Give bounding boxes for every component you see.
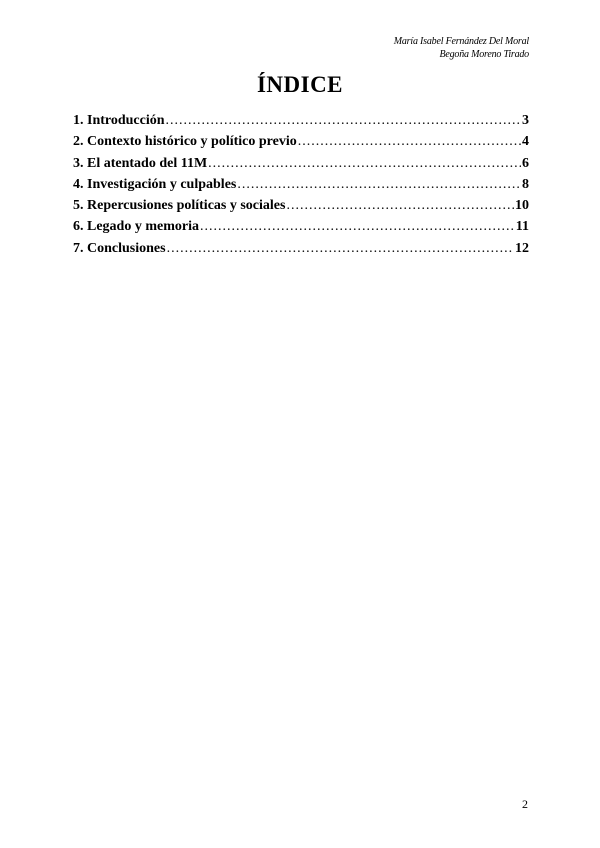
toc-entry-contexto[interactable]: [73, 134, 529, 155]
toc-entry-atentado[interactable]: [73, 156, 529, 177]
toc-dot-leader: [200, 219, 515, 235]
toc-entry-page: 6: [522, 155, 529, 171]
toc-dot-leader: [167, 241, 514, 257]
table-of-contents: [73, 113, 529, 262]
toc-entry-label: 5. Repercusiones políticas y sociales: [73, 198, 286, 214]
toc-entry-label: 4. Investigación y culpables: [73, 176, 237, 192]
toc-entry-page: 12: [515, 240, 529, 256]
toc-entry-label: 7. Conclusiones: [73, 240, 166, 256]
toc-entry-repercusiones[interactable]: [73, 198, 529, 219]
page-header: [394, 35, 529, 61]
page-number: 2: [522, 797, 528, 811]
toc-entry-page: 10: [515, 198, 529, 214]
toc-entry-page: 3: [522, 113, 529, 128]
toc-entry-page: 4: [522, 134, 529, 150]
toc-dot-leader: [208, 156, 521, 172]
toc-entry-page: 11: [515, 219, 529, 235]
toc-entry-label: 2. Contexto histórico y político previo: [73, 134, 297, 150]
author-name-1: María Isabel Fernández Del Moral: [393, 36, 529, 47]
toc-entry-label: 3. El atentado del 11M: [73, 155, 208, 171]
toc-dot-leader: [286, 198, 514, 214]
author-name-2: Begoña Moreno Tirado: [439, 49, 529, 60]
page-title: ÍNDICE: [256, 72, 344, 97]
toc-dot-leader: [298, 134, 521, 150]
toc-entry-investigacion[interactable]: [73, 177, 529, 198]
toc-dot-leader: [237, 177, 521, 193]
toc-entry-label: 6. Legado y memoria: [73, 219, 199, 235]
toc-entry-conclusiones[interactable]: [73, 241, 529, 262]
toc-entry-introduccion[interactable]: [73, 113, 529, 134]
toc-entry-label: 1. Introducción: [73, 113, 165, 128]
toc-entry-page: 8: [522, 176, 529, 192]
toc-entry-legado[interactable]: [73, 219, 529, 240]
toc-dot-leader: [166, 113, 521, 129]
